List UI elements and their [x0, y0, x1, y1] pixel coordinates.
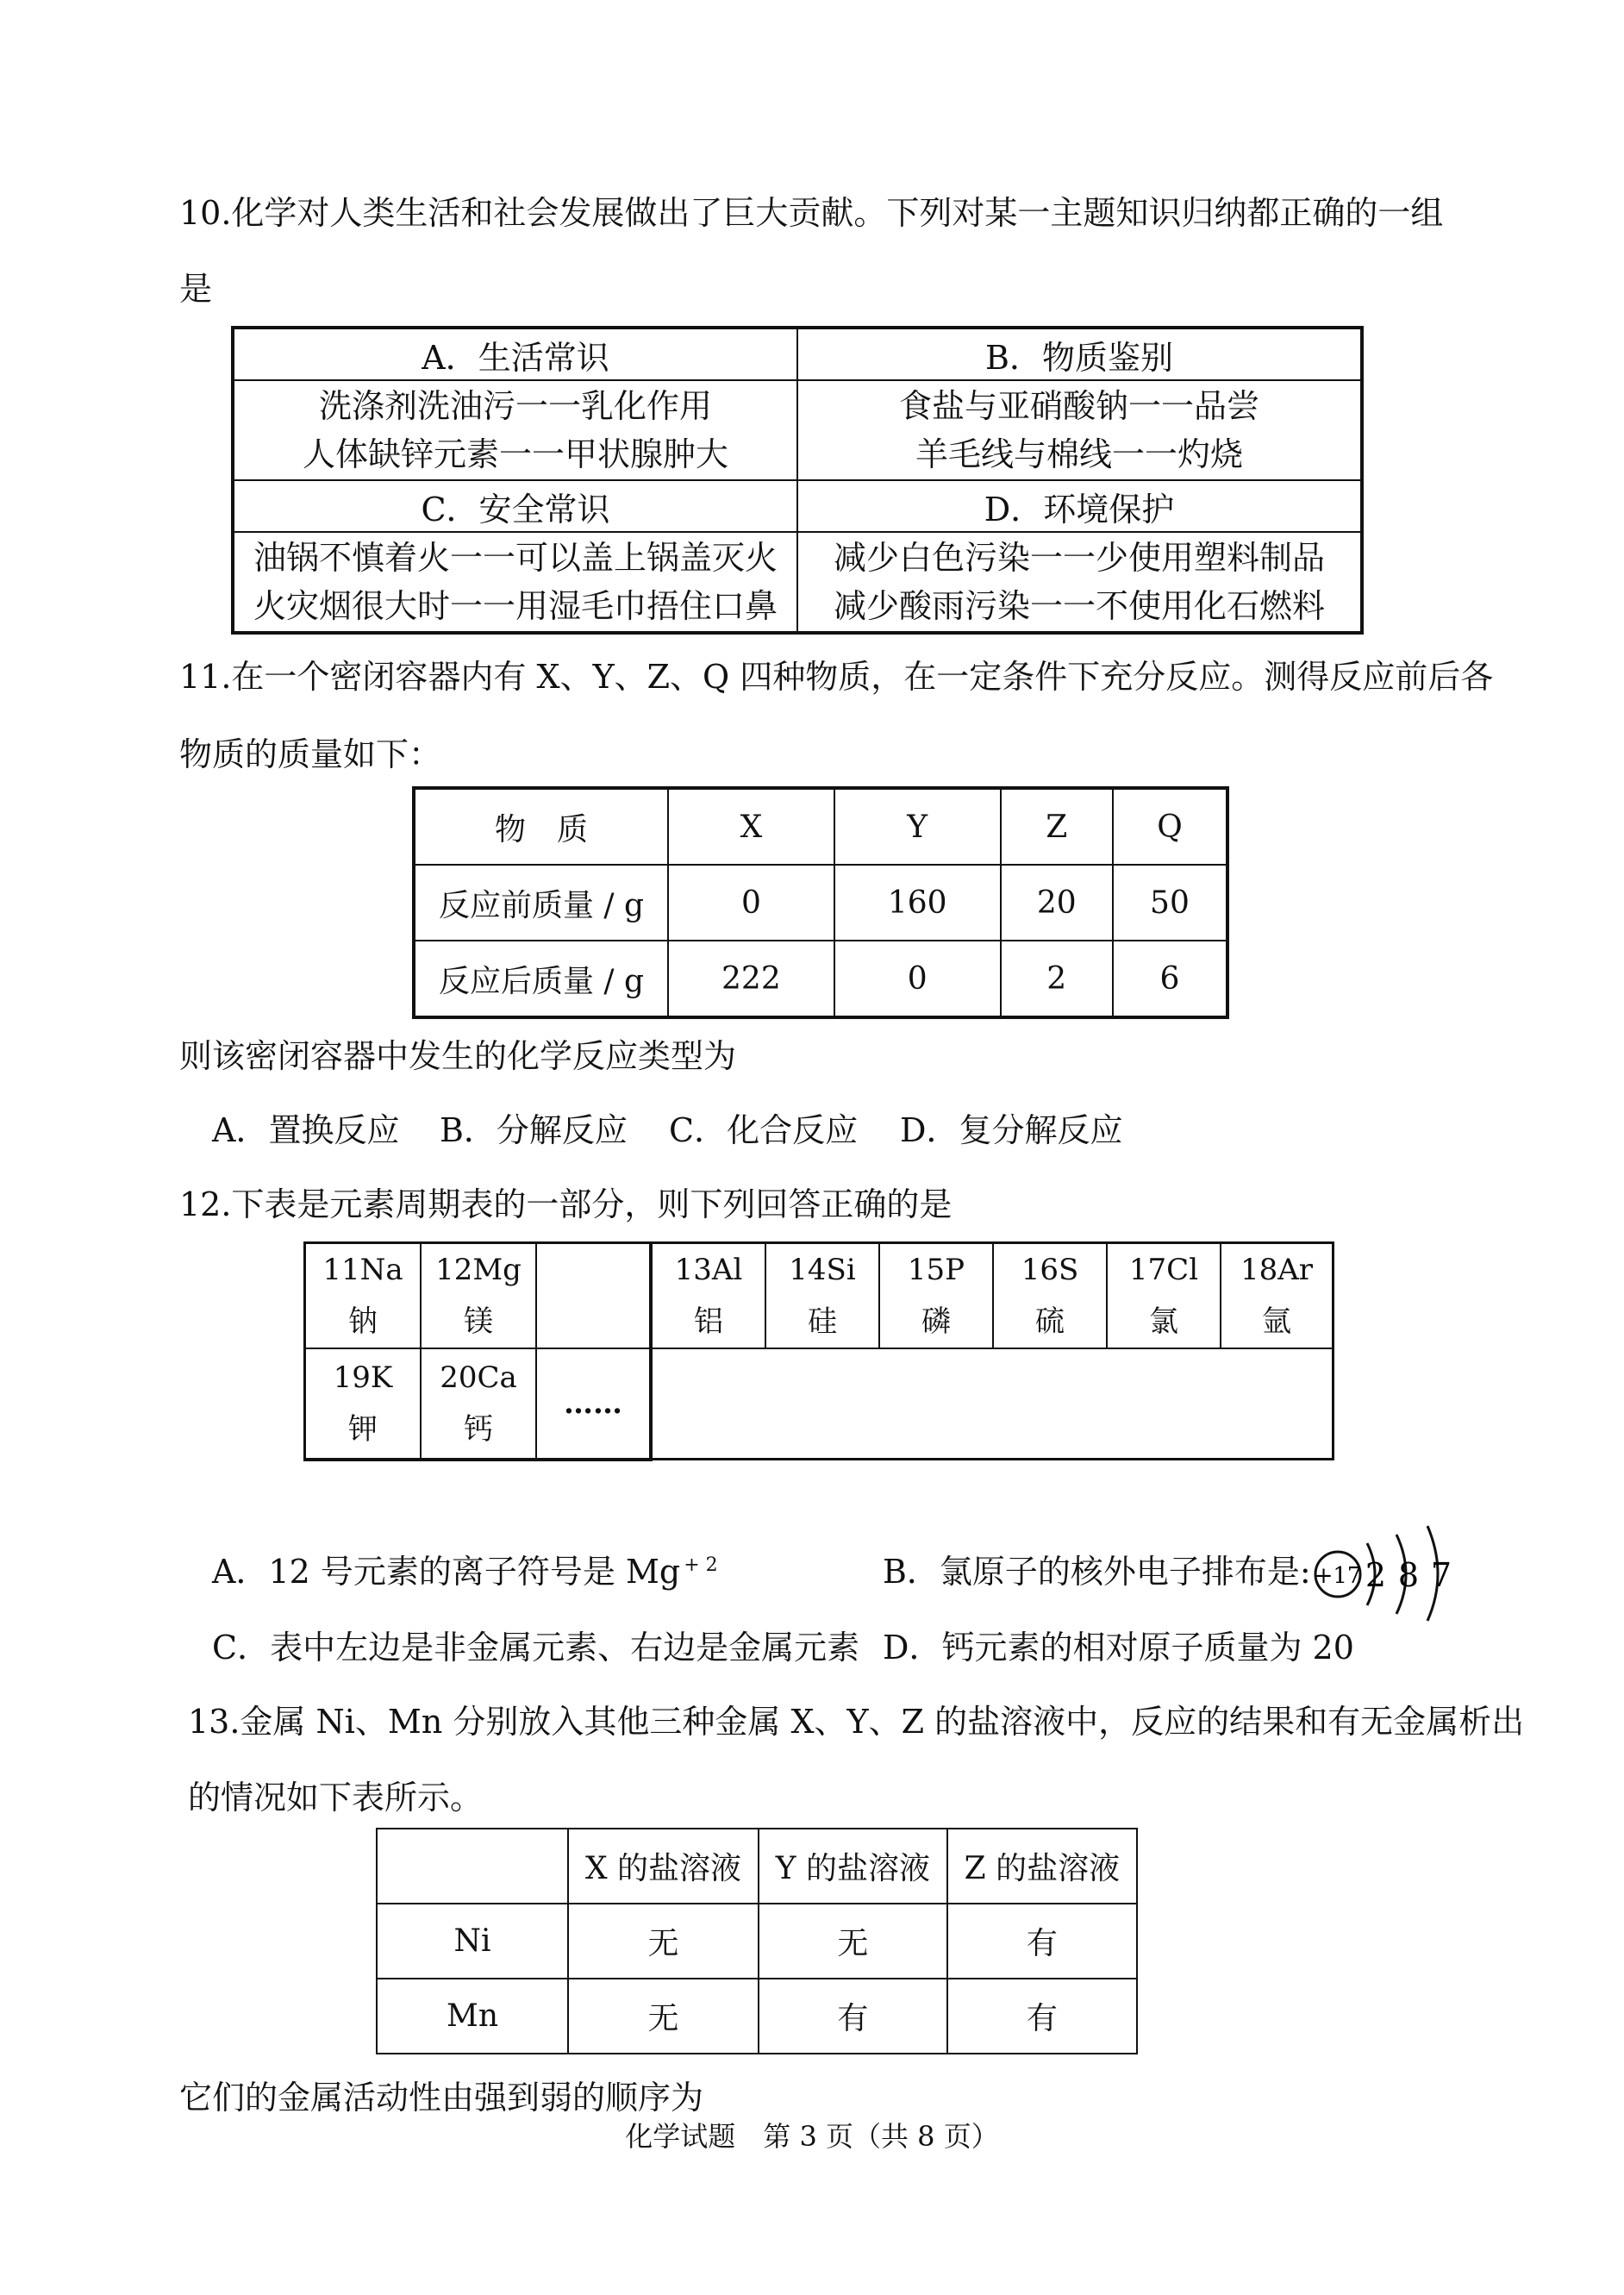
q13-row-ni-z: 有 [947, 1904, 1137, 1979]
q11-row-before-label: 反应前质量 / g [414, 865, 668, 941]
q12-option-a-charge: + 2 [684, 1554, 718, 1576]
element-name: 硅 [808, 1304, 837, 1339]
q11-table [412, 786, 1229, 1019]
shell-electrons-2: 8 [1397, 1556, 1420, 1594]
q10-a-line2: 人体缺锌元素一一甲状腺肿大 [302, 435, 728, 473]
q11-header-y: Y [834, 788, 1001, 865]
q13-header-z: Z 的盐溶液 [947, 1829, 1137, 1904]
q13-table [376, 1828, 1138, 2054]
element-symbol: 16S [1021, 1253, 1079, 1287]
q11-option-b: B．分解反应 [440, 1111, 628, 1149]
q11-header-x: X [668, 788, 834, 865]
q12-periodic-table [303, 1241, 1334, 1461]
q10-c-title: C．安全常识 [233, 480, 797, 532]
q11-stem-line2: 物质的质量如下： [179, 735, 442, 773]
q13-stem-line1: 13.金属 Ni、Mn 分别放入其他三种金属 X、Y、Z 的盐溶液中，反应的结果和有无金属析出 [188, 1703, 1525, 1741]
q12-option-b: B．氯原子的核外电子排布是: [883, 1553, 1311, 1591]
q10-b-title: B．物质鉴别 [797, 328, 1362, 380]
q13-row-ni-label: Ni [377, 1904, 568, 1979]
element-name: 钾 [348, 1411, 378, 1447]
element-name: 钙 [464, 1411, 493, 1447]
q11-row-before-q: 50 [1113, 865, 1227, 941]
q11-row-after-label: 反应后质量 / g [414, 941, 668, 1017]
element-cell-empty [651, 1348, 1334, 1460]
element-cell-p [879, 1243, 993, 1349]
q13-header-y: Y 的盐溶液 [759, 1829, 947, 1904]
q12-option-a [212, 1553, 718, 1591]
q11-row-after-z: 2 [1001, 941, 1113, 1017]
q11-question: 则该密闭容器中发生的化学反应类型为 [179, 1037, 737, 1075]
q13-header-blank [377, 1829, 568, 1904]
element-name: 镁 [464, 1304, 493, 1339]
q11-stem-line1: 11.在一个密闭容器内有 X、Y、Z、Q 四种物质，在一定条件下充分反应。测得反应前后各 [179, 658, 1494, 696]
element-cell-mg [421, 1243, 536, 1349]
q13-header-x: X 的盐溶液 [568, 1829, 759, 1904]
nucleus-charge: +17 [1314, 1563, 1362, 1589]
q10-stem-line1: 10.化学对人类生活和社会发展做出了巨大贡献。下列对某一主题知识归纳都正确的一组 [179, 194, 1444, 232]
element-cell-ellipsis: …… [536, 1348, 651, 1460]
q10-c-line1: 油锅不慎着火一一可以盖上锅盖灭火 [253, 539, 778, 577]
element-cell-al [651, 1243, 765, 1349]
element-symbol: 17Cl [1128, 1253, 1199, 1287]
element-name: 磷 [921, 1304, 951, 1339]
element-name: 氩 [1262, 1304, 1291, 1339]
element-symbol: 19K [333, 1360, 393, 1395]
q12-option-d: D．钙元素的相对原子质量为 20 [883, 1629, 1354, 1667]
q10-d-body [797, 532, 1362, 633]
element-symbol: 12Mg [435, 1253, 522, 1287]
q12-option-c: C．表中左边是非金属元素、右边是金属元素 [212, 1629, 860, 1667]
q13-row-mn-x: 无 [568, 1979, 759, 2054]
q11-header-substance: 物 质 [414, 788, 668, 865]
q10-table [231, 326, 1364, 635]
q13-row-mn-z: 有 [947, 1979, 1137, 2054]
element-name: 钠 [348, 1304, 378, 1339]
element-cell-cl [1107, 1243, 1221, 1349]
q10-c-line2: 火灾烟很大时一一用湿毛巾捂住口鼻 [253, 587, 778, 625]
q11-option-c: C．化合反应 [669, 1111, 859, 1149]
element-cell-gap [536, 1243, 651, 1349]
q11-option-a: A．置换反应 [212, 1111, 400, 1149]
shell-electrons-1: 2 [1365, 1556, 1387, 1594]
element-symbol: 18Ar [1240, 1253, 1314, 1287]
q12-option-a-text: A．12 号元素的离子符号是 Mg [212, 1553, 681, 1591]
q11-header-z: Z [1001, 788, 1113, 865]
q10-d-line1: 减少白色污染一一少使用塑料制品 [833, 539, 1325, 577]
q10-c-body [233, 532, 797, 633]
q13-row-mn-label: Mn [377, 1979, 568, 2054]
element-symbol: 20Ca [440, 1360, 517, 1395]
element-symbol: 15P [907, 1253, 965, 1287]
q11-row-after-x: 222 [668, 941, 834, 1017]
q10-d-line2: 减少酸雨污染一一不使用化石燃料 [833, 587, 1325, 625]
element-name: 铝 [694, 1304, 723, 1339]
element-cell-ar [1221, 1243, 1334, 1349]
element-cell-s [993, 1243, 1107, 1349]
q11-header-q: Q [1113, 788, 1227, 865]
element-name: 氯 [1149, 1304, 1178, 1339]
q10-b-body [797, 380, 1362, 480]
q13-row-ni-x: 无 [568, 1904, 759, 1979]
element-symbol: 11Na [322, 1253, 403, 1287]
element-symbol: 13Al [674, 1253, 743, 1287]
q11-option-d: D．复分解反应 [900, 1111, 1123, 1149]
q10-a-title: A．生活常识 [233, 328, 797, 380]
element-cell-ca [421, 1348, 536, 1460]
q13-row-mn-y: 有 [759, 1979, 947, 2054]
shell-electrons-3: 7 [1430, 1556, 1452, 1594]
q13-question: 它们的金属活动性由强到弱的顺序为 [179, 2079, 704, 2117]
q11-row-after-y: 0 [834, 941, 1001, 1017]
q11-row-before-z: 20 [1001, 865, 1113, 941]
chlorine-atom-structure-diagram [1305, 1523, 1465, 1623]
q11-row-before-x: 0 [668, 865, 834, 941]
q12-stem: 12.下表是元素周期表的一部分，则下列回答正确的是 [179, 1185, 953, 1223]
element-cell-k [305, 1348, 422, 1460]
q10-stem-line2: 是 [179, 270, 213, 308]
element-symbol: 14Si [789, 1253, 856, 1287]
q13-row-ni-y: 无 [759, 1904, 947, 1979]
q10-a-line1: 洗涤剂洗油污一一乳化作用 [318, 387, 712, 425]
q10-b-line2: 羊毛线与棉线一一灼烧 [915, 435, 1243, 473]
q13-stem-line2: 的情况如下表所示。 [188, 1779, 484, 1817]
q11-row-after-q: 6 [1113, 941, 1227, 1017]
q10-b-line1: 食盐与亚硝酸钠一一品尝 [898, 387, 1259, 425]
element-cell-na [305, 1243, 422, 1349]
page-footer: 化学试题 第 3 页（共 8 页） [625, 2120, 999, 2153]
q10-d-title: D．环境保护 [797, 480, 1362, 532]
element-cell-si [765, 1243, 879, 1349]
q10-a-body [233, 380, 797, 480]
element-name: 硫 [1035, 1304, 1065, 1339]
q11-row-before-y: 160 [834, 865, 1001, 941]
